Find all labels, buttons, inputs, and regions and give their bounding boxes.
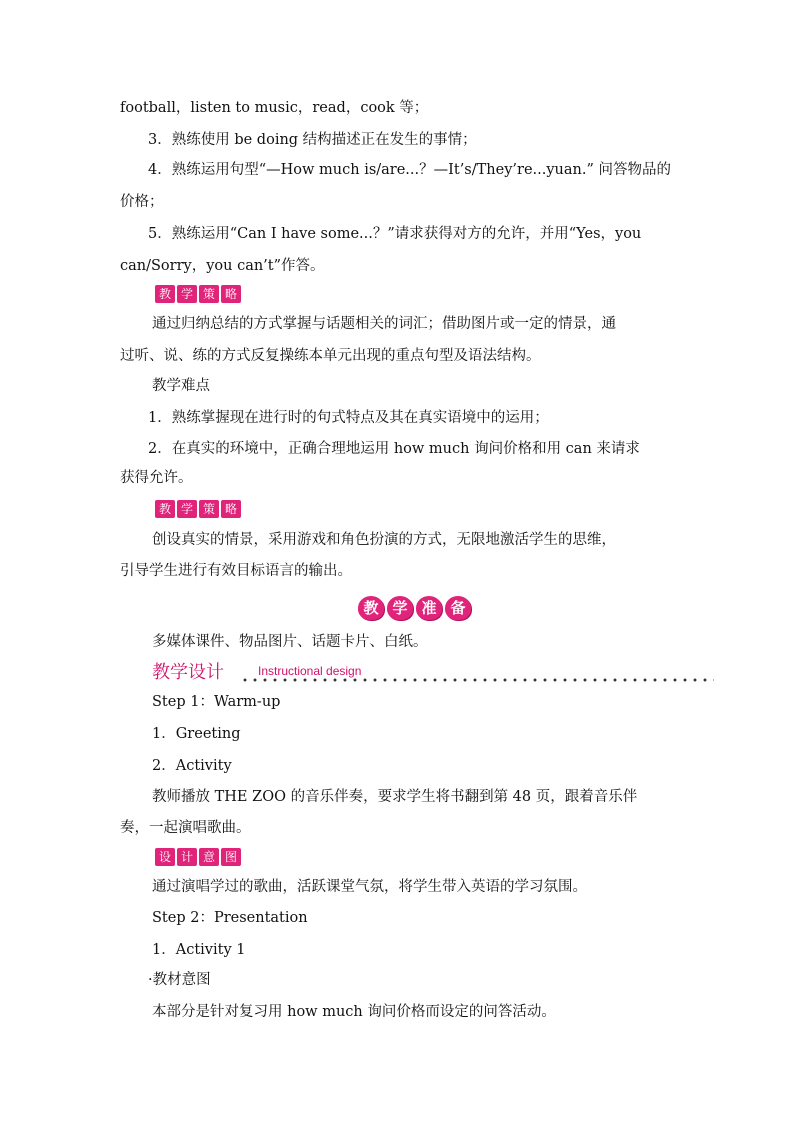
section-subtitle: Instructional design xyxy=(258,664,362,678)
text-line: football，listen to music，read，cook 等； xyxy=(120,100,429,116)
tag-char: 意 xyxy=(199,848,219,866)
dotted-divider xyxy=(240,678,714,682)
text-line: 引导学生进行有效目标语言的输出。 xyxy=(120,563,352,579)
tag-char: 学 xyxy=(177,285,197,303)
text-line: 获得允许。 xyxy=(120,470,193,486)
difficulty-2: 2．在真实的环境中，正确合理地运用 how much 询问价格和用 can 来请求 xyxy=(148,441,640,457)
tag-char: 略 xyxy=(221,500,241,518)
preparation-text: 多媒体课件、物品图片、话题卡片、白纸。 xyxy=(152,634,428,650)
step-item: 1．Activity 1 xyxy=(152,942,246,958)
tag-char: 教 xyxy=(155,285,175,303)
step-heading: Step 2：Presentation xyxy=(152,910,308,926)
tag-char: 策 xyxy=(199,285,219,303)
teaching-strategy-tag xyxy=(155,500,241,518)
text-line: 本部分是针对复习用 how much 询问价格而设定的问答活动。 xyxy=(152,1004,556,1020)
text-line: 过听、说、练的方式反复操练本单元出现的重点句型及语法结构。 xyxy=(120,348,541,364)
text-line: can/Sorry，you can’t”作答。 xyxy=(120,258,325,274)
tag-char: 设 xyxy=(155,848,175,866)
tag-char: 图 xyxy=(221,848,241,866)
banner-char: 准 xyxy=(416,596,442,620)
banner-char: 教 xyxy=(358,596,384,620)
banner-char: 学 xyxy=(387,596,413,620)
section-title: 教学设计 xyxy=(152,662,224,683)
text-line: ·教材意图 xyxy=(148,972,211,988)
objective-5: 5．熟练运用“Can I have some...？”请求获得对方的允许，并用“Yes，you xyxy=(148,226,642,242)
step-item: 2．Activity xyxy=(152,758,232,774)
text-line: 通过归纳总结的方式掌握与话题相关的词汇；借助图片或一定的情景，通 xyxy=(152,316,616,332)
tag-char: 策 xyxy=(199,500,219,518)
tag-char: 计 xyxy=(177,848,197,866)
teaching-preparation-banner xyxy=(358,596,471,620)
tag-char: 学 xyxy=(177,500,197,518)
objective-3: 3．熟练使用 be doing 结构描述正在发生的事情； xyxy=(148,132,477,148)
banner-char: 备 xyxy=(445,596,471,620)
difficulty-heading: 教学难点 xyxy=(152,378,210,394)
tag-char: 略 xyxy=(221,285,241,303)
text-line: 价格； xyxy=(120,194,164,210)
teaching-strategy-tag xyxy=(155,285,241,303)
text-line: 通过演唱学过的歌曲，活跃课堂气氛，将学生带入英语的学习氛围。 xyxy=(152,879,587,895)
step-item: 1．Greeting xyxy=(152,726,241,742)
tag-char: 教 xyxy=(155,500,175,518)
difficulty-1: 1．熟练掌握现在进行时的句式特点及其在真实语境中的运用； xyxy=(148,410,549,426)
text-line: 奏，一起演唱歌曲。 xyxy=(120,820,251,836)
objective-4: 4．熟练运用句型“—How much is/are...？—It’s/They’re...yuan.” 问答物品的 xyxy=(148,162,672,178)
text-line: 创设真实的情景，采用游戏和角色扮演的方式，无限地激活学生的思维， xyxy=(152,532,616,548)
design-intent-tag xyxy=(155,848,241,866)
step-heading: Step 1：Warm-up xyxy=(152,694,281,710)
text-line: 教师播放 THE ZOO 的音乐伴奏，要求学生将书翻到第 48 页，跟着音乐伴 xyxy=(152,789,638,805)
